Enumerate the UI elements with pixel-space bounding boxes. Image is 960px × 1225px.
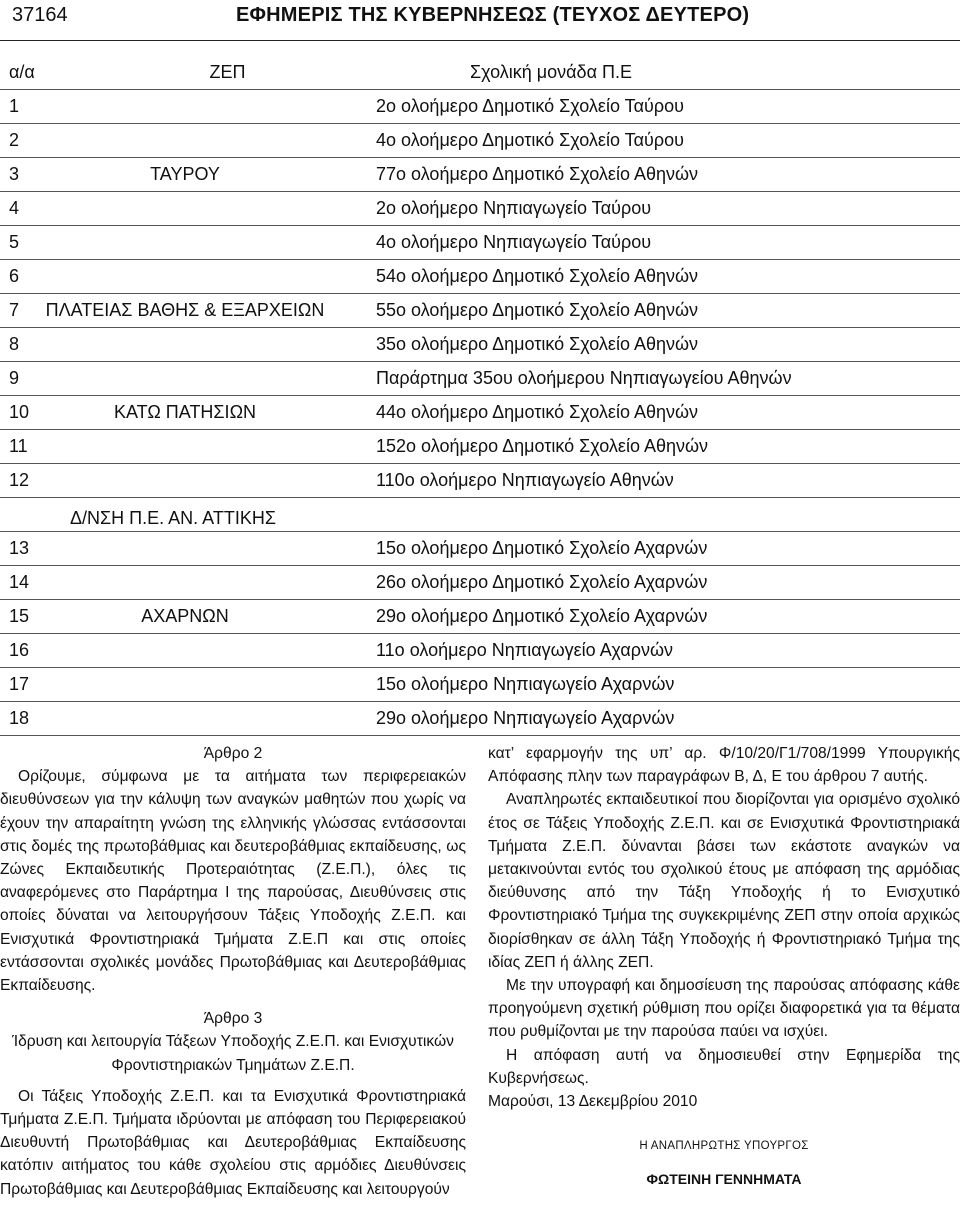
row-zep: ΑΧΑΡΝΩΝ [141,606,229,626]
table-body-2 [0,532,960,736]
right-paragraph-2: Αναπληρωτές εκπαιδευτικοί που διορίζονται για ορισμένο σχολικό έτος σε Τάξεις Υποδοχής Ζ.Ε.Π. και σε Ενισχυτικά Φροντιστηριακά Τμήματα Ζ.Ε.Π. δύνανται βάσει των εκάστοτε αναγκών να μετακινούνται εντός του σχολικού έτους με απόφαση της αρμόδιας διεύθυνσης από την Τάξη Υποδοχής ή το Ενισχυτικό Φροντιστηριακό Τμήμα της συγκεκριμένης ΖΕΠ στην οποία αρχικώς διορίσθηκαν σε άλλη Τάξη Υποδοχής ή Φροντιστηριακό Τμήμα της ιδίας ΖΕΠ ή άλλης ΖΕΠ. [488,791,960,971]
table-row [0,668,960,702]
row-school-unit: 4ο ολοήμερο Νηπιαγωγείο Ταύρου [376,232,652,252]
header-num: α/α [9,62,35,82]
row-number: 15 [9,606,30,626]
article-2-title: Άρθρο 2 [203,745,263,762]
header-zep: ΖΕΠ [209,62,246,82]
section-label: Δ/ΝΣΗ Π.Ε. ΑΝ. ΑΤΤΙΚΗΣ [70,508,276,528]
row-number: 18 [9,708,30,728]
row-divider [0,735,960,736]
row-number: 10 [9,402,30,422]
row-school-unit: 54ο ολοήμερο Δημοτικό Σχολείο Αθηνών [376,266,699,286]
section-row [0,498,960,532]
right-paragraph-1: κατ’ εφαρμογήν της υπ’ αρ. Φ/10/20/Γ1/708/1999 Υπουργικής Απόφασης πλην των παραγράφων Β, Δ, Ε του άρθρου 7 αυτής. [488,745,960,786]
row-school-unit: 44ο ολοήμερο Δημοτικό Σχολείο Αθηνών [376,402,699,422]
header-unit: Σχολική μονάδα Π.Ε [470,62,632,82]
signer-name: ΦΩΤΕΙΝΗ ΓΕΝΝΗΜΑΤΑ [646,1171,802,1188]
row-school-unit: 29ο ολοήμερο Νηπιαγωγείο Αχαρνών [376,708,675,728]
row-school-unit: 15ο ολοήμερο Δημοτικό Σχολείο Αχαρνών [376,538,708,558]
table-row [0,226,960,260]
row-zep: ΚΑΤΩ ΠΑΤΗΣΙΩΝ [113,402,257,422]
signer-title: Η ΑΝΑΠΛΗΡΩΤΗΣ ΥΠΟΥΡΓΟΣ [639,1140,809,1153]
row-school-unit: 11ο ολοήμερο Νηπιαγωγείο Αχαρνών [376,640,674,660]
journal-title: ΕΦΗΜΕΡΙΣ ΤΗΣ ΚΥΒΕΡΝΗΣΕΩΣ (ΤΕΥΧΟΣ ΔΕΥΤΕΡΟ) [236,4,750,26]
table-row [0,634,960,668]
table-row [0,158,960,192]
row-school-unit: 152ο ολοήμερο Δημοτικό Σχολείο Αθηνών [376,436,709,456]
article-3-subtitle: Ίδρυση και λειτουργία Τάξεων Υποδοχής Ζ.Ε.Π. και Ενισχυτικών Φροντιστηριακών Τμημάτων Ζ.Ε.Π. [12,1033,454,1074]
row-number: 14 [9,572,30,592]
table-row [0,532,960,566]
table-body-1 [0,90,960,498]
row-number: 4 [9,198,20,218]
row-number: 9 [9,368,20,388]
row-number: 3 [9,164,20,184]
table-row [0,362,960,396]
row-school-unit: 2ο ολοήμερο Δημοτικό Σχολείο Ταύρου [376,96,684,116]
table-row [0,192,960,226]
table-row [0,90,960,124]
row-number: 1 [9,96,20,116]
page-number: 37164 [12,4,68,26]
article-3-title: Άρθρο 3 [203,1010,263,1028]
left-column [0,742,466,1201]
place-date: Μαρούσι, 13 Δεκεμβρίου 2010 [488,1093,698,1111]
row-zep: ΤΑΥΡΟΥ [150,164,220,184]
row-number: 8 [9,334,20,354]
row-number: 5 [9,232,20,252]
row-school-unit: 77ο ολοήμερο Δημοτικό Σχολείο Αθηνών [376,164,699,184]
article-2-paragraph: Ορίζουμε, σύμφωνα με τα αιτήματα των περιφερειακών διευθύνσεων για την κάλυψη των αναγκών μαθητών που χωρίς να έχουν την απαραίτητη γνώση της ελληνικής γλώσσας εντάσσονται στις δομές της πρωτοβάθμιας και δευτεροβάθμιας εκπαίδευσης, ως Ζώνες Εκπαιδευτικής Προτεραιότητας (Ζ.Ε.Π.), όλες τις αναφερόμενες στο Παράρτημα Ι της παρούσας, Διευθύνσεις στις οποίες δύναται να λειτουργήσουν Τάξεις Υποδοχής Ζ.Ε.Π. και Ενισχυτικά Φροντιστηριακά Τμήματα Ζ.Ε.Π και στις οποίες εντάσσονται σχολικές μονάδες Πρωτοβάθμιας και Δευτεροβάθμιας Εκπαίδευσης. [0,768,466,995]
header-rule [0,40,960,41]
row-number: 13 [9,538,30,558]
row-school-unit: 26ο ολοήμερο Δημοτικό Σχολείο Αχαρνών [376,572,708,592]
row-school-unit: Παράρτημα 35ου ολοήμερου Νηπιαγωγείου Αθηνών [376,368,792,388]
row-school-unit: 4ο ολοήμερο Δημοτικό Σχολείο Ταύρου [376,130,684,150]
row-number: 7 [9,300,20,320]
row-school-unit: 2ο ολοήμερο Νηπιαγωγείο Ταύρου [376,198,652,218]
table-row [0,600,960,634]
table-row [0,702,960,736]
right-paragraph-3: Με την υπογραφή και δημοσίευση της παρούσας απόφασης κάθε προηγούμενη σχετική ρύθμιση που ορίζει διαφορετικά για τα θέματα που ρυθμίζονται με την παρούσα παύει να ισχύει. [488,977,960,1041]
table-row [0,430,960,464]
article-3-paragraph: Οι Τάξεις Υποδοχής Ζ.Ε.Π. και τα Ενισχυτικά Φροντιστηριακά Τμήματα Ζ.Ε.Π. Τμήματα ιδρύονται με απόφαση του Περιφερειακού Διευθυντή Πρωτοβάθμιας και Δευτεροβάθμιας Εκπαίδευσης κατόπιν αιτήματος του κάθε σχολείου στις αρμόδιες Διευθύνσεις Πρωτοβάθμιας και Δευτεροβάθμιας Εκπαίδευσης και λειτουργούν [0,1087,466,1198]
row-zep: ΠΛΑΤΕΙΑΣ ΒΑΘΗΣ & ΕΞΑΡΧΕΙΩΝ [45,300,325,320]
row-school-unit: 15ο ολοήμερο Νηπιαγωγείο Αχαρνών [376,674,675,694]
row-school-unit: 35ο ολοήμερο Δημοτικό Σχολείο Αθηνών [376,334,699,354]
row-number: 16 [9,640,30,660]
zep-table [0,56,960,736]
table-row [0,124,960,158]
right-column [488,742,960,1192]
page-header [0,0,960,40]
row-school-unit: 29ο ολοήμερο Δημοτικό Σχολείο Αχαρνών [376,606,708,626]
row-number: 12 [9,470,30,490]
row-number: 11 [9,436,28,456]
table-row [0,396,960,430]
table-row [0,260,960,294]
row-number: 6 [9,266,20,286]
row-school-unit: 55ο ολοήμερο Δημοτικό Σχολείο Αθηνών [376,300,699,320]
table-row [0,464,960,498]
table-row [0,294,960,328]
row-number: 2 [9,130,20,150]
table-row [0,566,960,600]
right-paragraph-4: Η απόφαση αυτή να δημοσιευθεί στην Εφημερίδα της Κυβερνήσεως. [488,1046,960,1087]
table-header-row [0,56,960,90]
table-row [0,328,960,362]
row-number: 17 [9,674,30,694]
row-school-unit: 110ο ολοήμερο Νηπιαγωγείο Αθηνών [376,470,674,490]
